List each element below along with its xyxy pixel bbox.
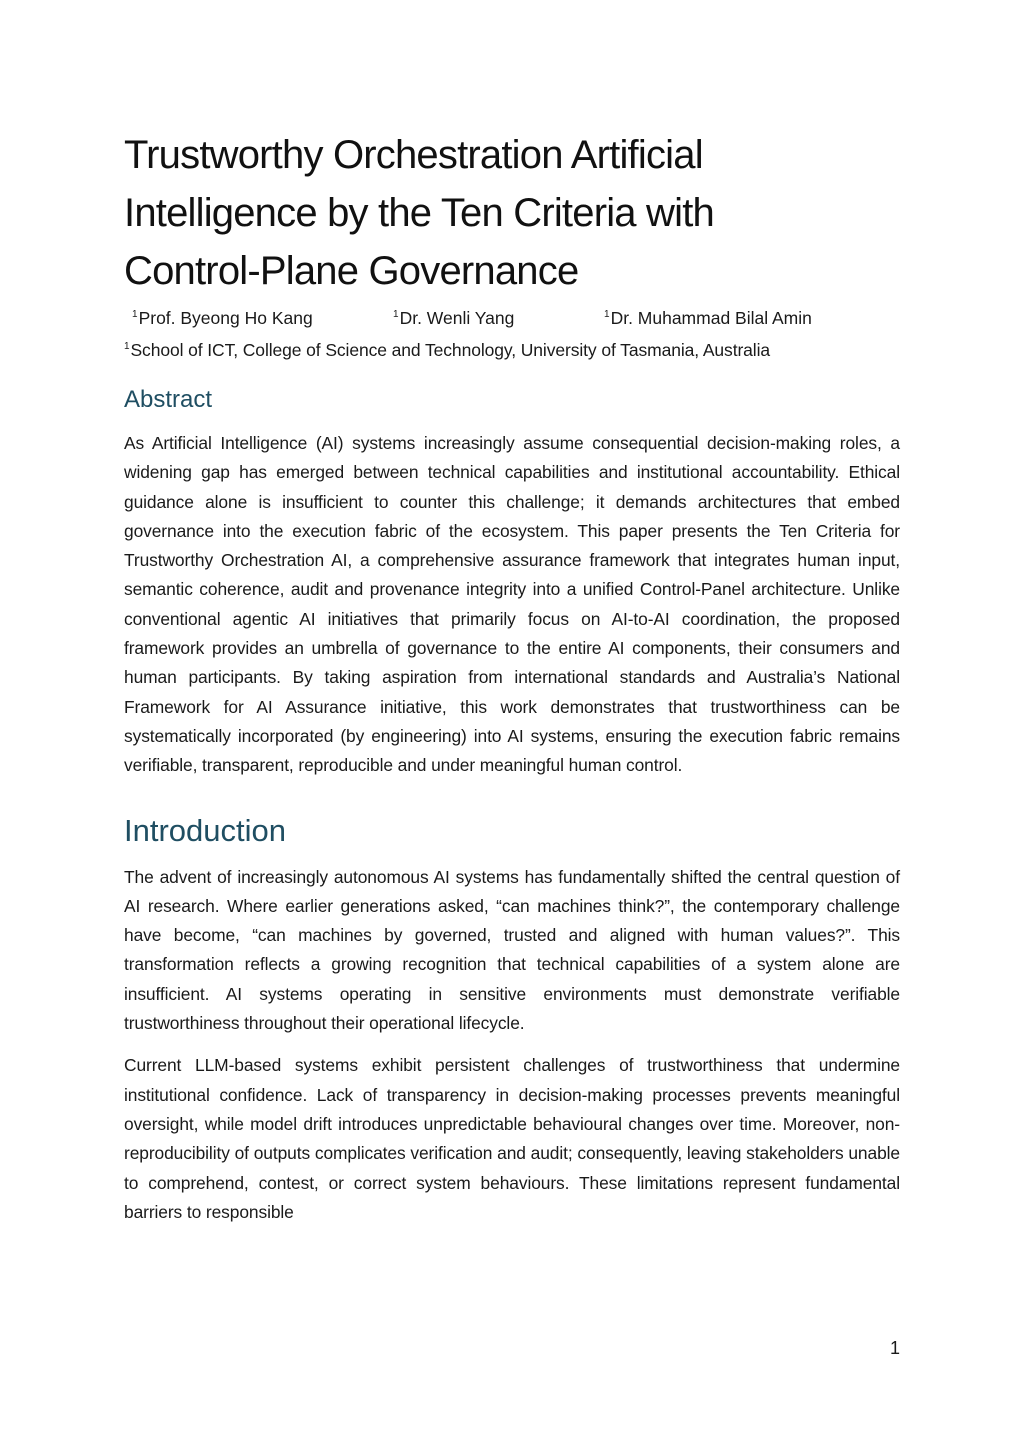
abstract-heading: Abstract (124, 386, 213, 413)
author-list (124, 308, 900, 334)
author: $^1$Dr. Wenli Yang (393, 308, 515, 328)
page-number: 1 (889, 1338, 900, 1358)
paper-page (124, 126, 900, 1240)
introduction-heading: Introduction (124, 812, 286, 848)
intro-paragraph: Current LLM-based systems exhibit persistent challenges of trustworthiness that undermine institutional confidence. Lack of transparency in decision-making processes prevents meaningful oversight, while model drift introduces unpredictable behavioural changes over time. Moreover, non-reproducibility of outputs complicates verification and audit; consequently, leaving stakeholders unable to comprehend, contest, or correct system behaviours. These limitations represent fundamental barriers to responsible (124, 1055, 900, 1222)
paper-title (124, 126, 900, 300)
title-line: Intelligence by the Ten Criteria with (124, 191, 714, 235)
title-line: Control-Plane Governance (124, 249, 579, 293)
author: $^1$Dr. Muhammad Bilal Amin (604, 308, 812, 328)
author: $^1$Prof. Byeong Ho Kang (132, 308, 313, 328)
affiliation: $^1$School of ICT, College of Science and Technology, University of Tasmania, Australia (124, 340, 771, 360)
intro-paragraph: The advent of increasingly autonomous AI systems has fundamentally shifted the central question of AI research. Where earlier generations asked, “can machines think?”, the contemporary challenge have become, “can machines by governed, trusted and aligned with human values?”. This transformation reflects a growing recognition that technical capabilities of a system alone are insufficient. AI systems operating in sensitive environments must demonstrate verifiable trustworthiness throughout their operational lifecycle. (124, 866, 900, 1034)
abstract-text: As Artificial Intelligence (AI) systems increasingly assume consequential decision-making roles, a widening gap has emerged between technical capabilities and institutional accountability. Ethical guidance alone is insufficient to counter this challenge; it demands architectures that embed governance into the execution fabric of the ecosystem. This paper presents the Ten Criteria for Trustworthy Orchestration AI, a comprehensive assurance framework that integrates human input, semantic coherence, audit and provenance integrity into a unified Control-Panel architecture. Unlike conventional agentic AI initiatives that primarily focus on AI-to-AI coordination, the proposed framework provides an umbrella of governance to the entire AI components, their consumers and human participants. By taking aspiration from international standards and Australia’s National Framework for AI Assurance initiative, this work demonstrates that trustworthiness can be systematically incorporated (by engineering) into AI systems, ensuring the execution fabric remains verifiable, transparent, reproducible and under meaningful human control. (124, 433, 900, 776)
title-line: Trustworthy Orchestration Artificial (124, 133, 703, 177)
